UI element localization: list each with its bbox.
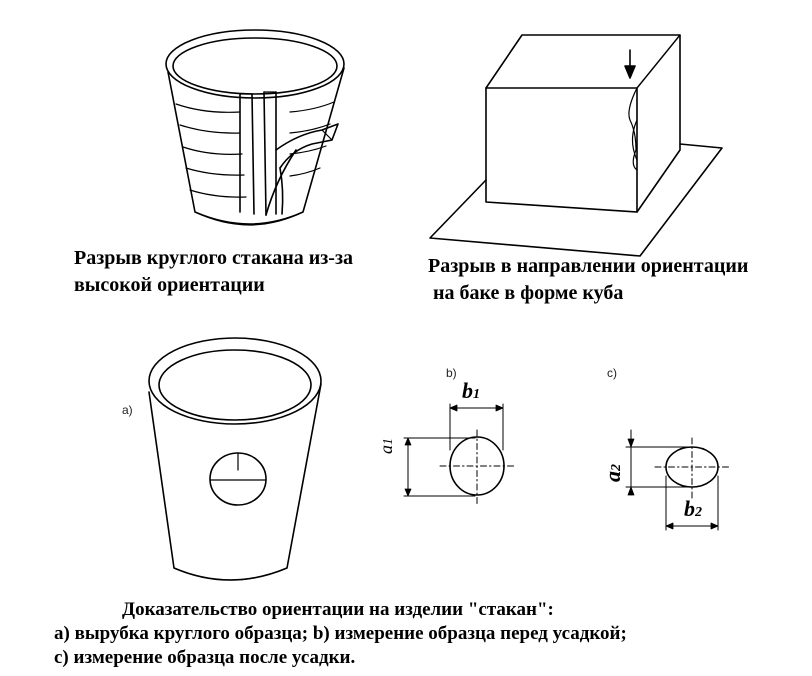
panel-label-b: b) xyxy=(446,366,457,380)
sample-cup-drawing xyxy=(149,338,321,580)
sample-before-shrink-drawing xyxy=(404,404,515,505)
dimension-label-b2 xyxy=(684,496,702,522)
cube-tank-drawing xyxy=(430,35,722,256)
caption-proof-line-3: c) измерение образца после усадки. xyxy=(54,647,356,668)
caption-proof-line-1: Доказательство ориентации на изделии "стакан": xyxy=(122,599,554,620)
dimension-b1-sub: 1 xyxy=(473,387,480,402)
dimension-a1-base: a xyxy=(376,445,396,454)
caption-cup-tear xyxy=(74,245,353,299)
panel-label-a: a) xyxy=(122,403,133,417)
dimension-b1-base: b xyxy=(462,378,473,403)
torn-cup-drawing xyxy=(166,30,344,225)
dimension-a2-base: a xyxy=(600,471,625,482)
dimension-label-a2 xyxy=(600,464,626,482)
panel-label-c: c) xyxy=(607,366,617,380)
dimension-b2-sub: 2 xyxy=(695,505,702,520)
caption-cube-tear xyxy=(428,253,748,307)
caption-cube-tear-line-2: на баке в форме куба xyxy=(428,282,624,304)
caption-cup-tear-line-2: высокой ориентации xyxy=(74,274,265,296)
caption-cup-tear-line-1: Разрыв круглого стакана из-за xyxy=(74,247,353,269)
caption-proof-line-2: a) вырубка круглого образца; b) измерение образца перед усадкой; xyxy=(54,623,627,644)
dimension-b2-base: b xyxy=(684,496,695,521)
dimension-label-b1 xyxy=(462,378,480,404)
dimension-a2-sub: 2 xyxy=(609,464,624,471)
dimension-label-a1 xyxy=(376,438,397,454)
dimension-a1-sub: 1 xyxy=(381,438,396,445)
caption-cube-tear-line-1: Разрыв в направлении ориентации xyxy=(428,255,749,277)
caption-orientation-proof xyxy=(54,598,627,670)
sample-after-shrink-drawing xyxy=(626,430,730,530)
